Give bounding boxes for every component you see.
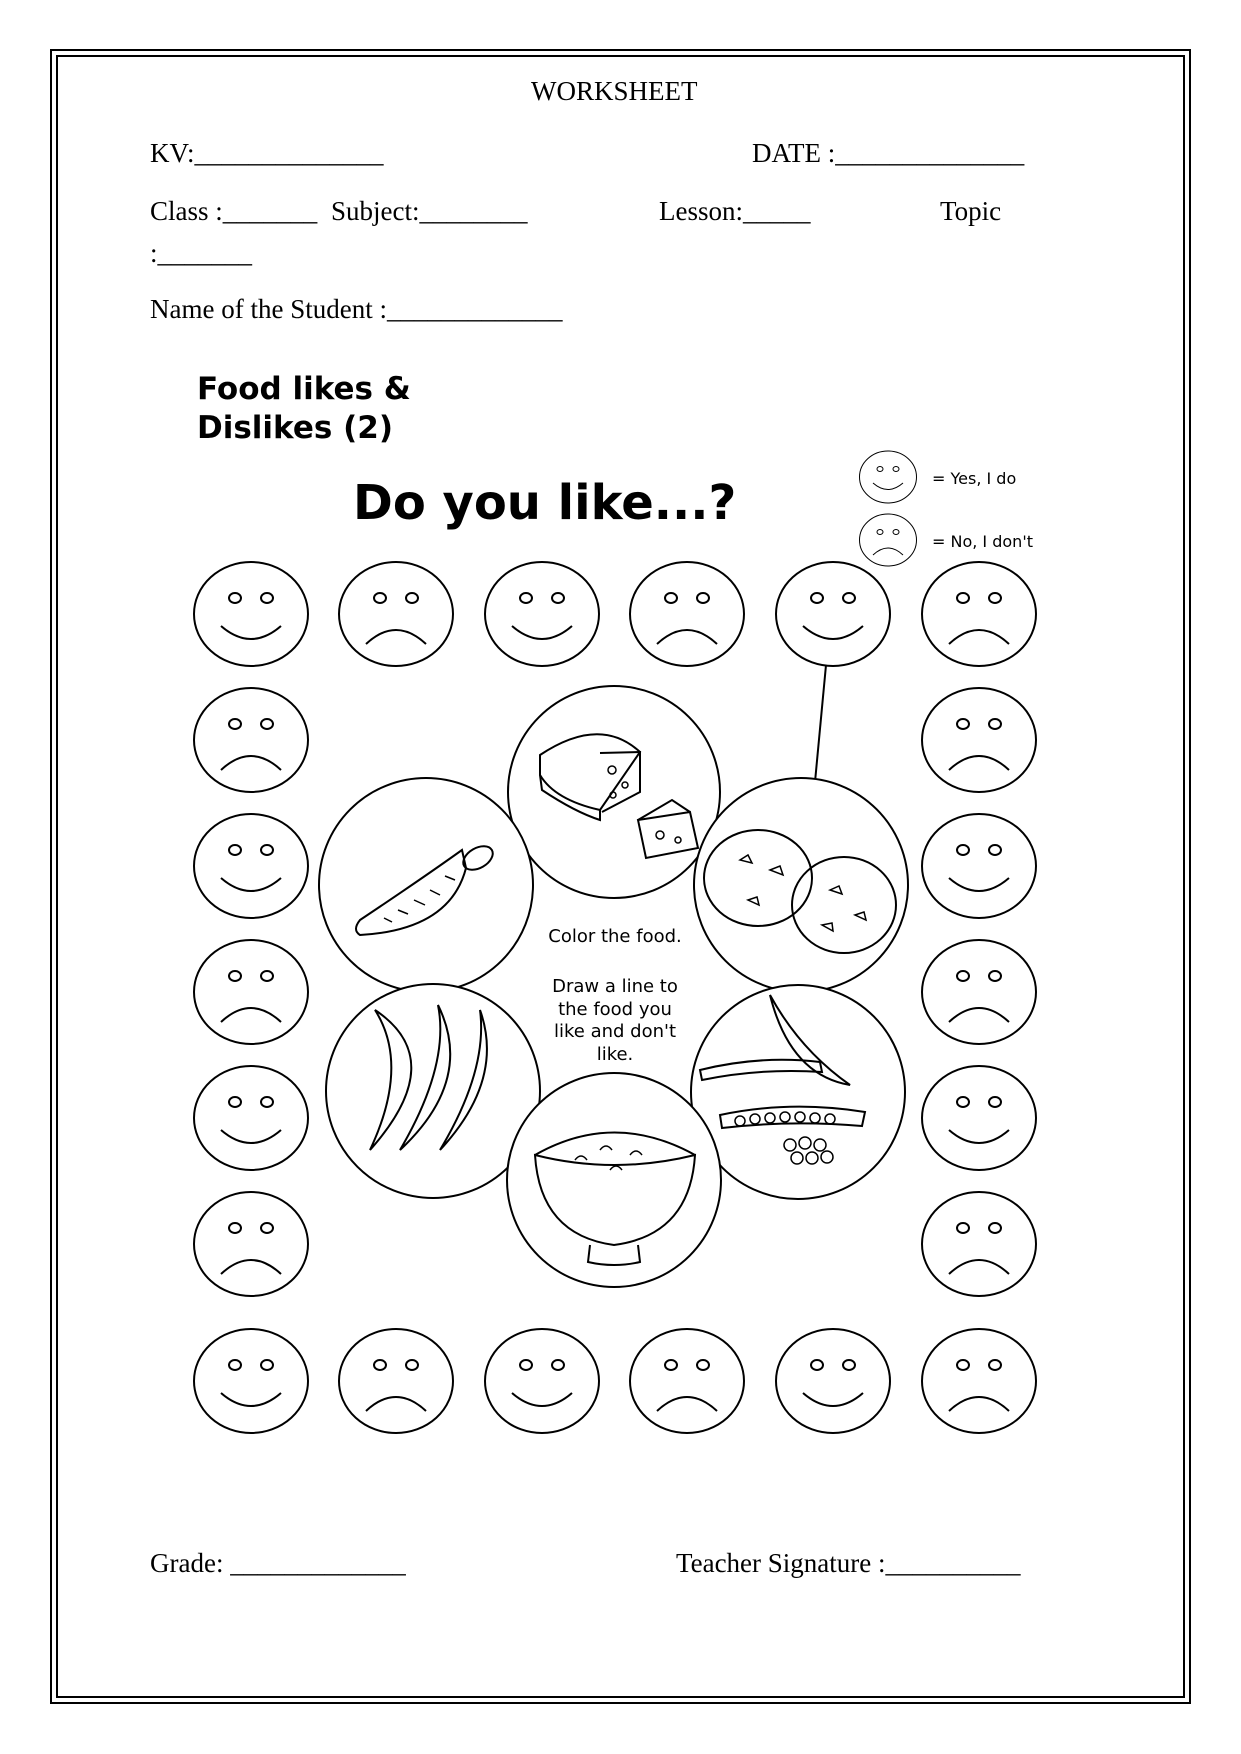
legend-happy-face xyxy=(860,451,917,503)
topic-label: Topic xyxy=(940,196,1002,226)
face-right-1[interactable] xyxy=(922,688,1036,792)
activity-heading-line1: Food likes & xyxy=(197,371,411,407)
legend-sad-face xyxy=(860,514,917,566)
example-connector-line xyxy=(815,665,826,782)
rice-bowl-icon[interactable] xyxy=(507,1073,721,1287)
face-right-2[interactable] xyxy=(922,814,1036,918)
grade-field: Grade: _____________ xyxy=(150,1548,406,1578)
carrot-icon[interactable] xyxy=(319,778,533,992)
face-top-4[interactable] xyxy=(630,562,744,666)
face-left-2[interactable] xyxy=(194,814,308,918)
date-field: DATE :______________ xyxy=(752,138,1025,168)
face-bottom-4[interactable] xyxy=(630,1329,744,1433)
face-top-3[interactable] xyxy=(485,562,599,666)
topic-blank: :_______ xyxy=(150,238,253,268)
legend-yes-text: = Yes, I do xyxy=(932,469,1017,488)
activity-heading-line2: Dislikes (2) xyxy=(197,410,394,446)
legend-no-text: = No, I don't xyxy=(932,532,1033,551)
class-field: Class :_______ xyxy=(150,196,318,226)
face-left-3[interactable] xyxy=(194,940,308,1044)
cheese-icon[interactable] xyxy=(508,686,720,898)
instruction-draw: Draw a line to the food you like and don't like. xyxy=(552,976,678,1065)
face-right-5[interactable] xyxy=(922,1192,1036,1296)
face-left-4[interactable] xyxy=(194,1066,308,1170)
student-name-field: Name of the Student :_____________ xyxy=(150,294,563,324)
peas-icon[interactable] xyxy=(691,985,905,1199)
face-left-5[interactable] xyxy=(194,1192,308,1296)
face-top-5[interactable] xyxy=(776,562,890,666)
face-bottom-3[interactable] xyxy=(485,1329,599,1433)
face-bottom-5[interactable] xyxy=(776,1329,890,1433)
worksheet-title: WORKSHEET xyxy=(531,76,698,106)
face-top-2[interactable] xyxy=(339,562,453,666)
question-title: Do you like...? xyxy=(353,475,737,531)
face-right-4[interactable] xyxy=(922,1066,1036,1170)
face-left-1[interactable] xyxy=(194,688,308,792)
teacher-signature-field: Teacher Signature :__________ xyxy=(676,1548,1021,1578)
face-top-6[interactable] xyxy=(922,562,1036,666)
face-bottom-6[interactable] xyxy=(922,1329,1036,1433)
face-bottom-2[interactable] xyxy=(339,1329,453,1433)
kv-field: KV:______________ xyxy=(150,138,384,168)
face-right-3[interactable] xyxy=(922,940,1036,1044)
face-bottom-1[interactable] xyxy=(194,1329,308,1433)
lesson-field: Lesson:_____ xyxy=(659,196,811,226)
subject-field: Subject:________ xyxy=(331,196,528,226)
instruction-color: Color the food. xyxy=(548,926,682,947)
cookies-icon[interactable] xyxy=(694,778,908,992)
face-top-1[interactable] xyxy=(194,562,308,666)
